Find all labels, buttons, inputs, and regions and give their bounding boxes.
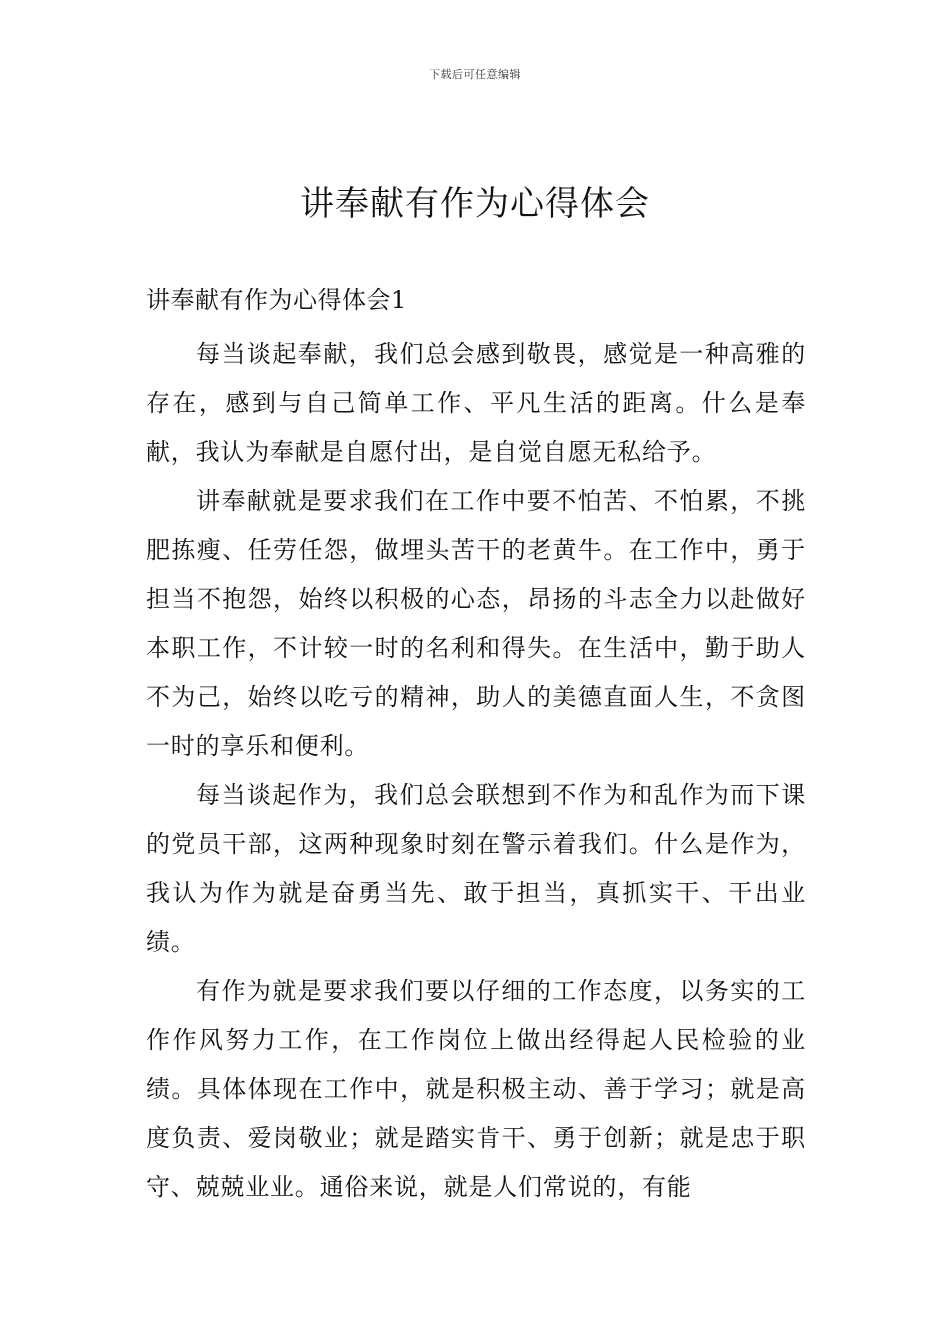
section-heading: 讲奉献有作为心得体会1: [146, 286, 407, 314]
document-body: [146, 282, 806, 1212]
header-note: 下载后可任意编辑: [429, 68, 521, 81]
paragraph-2: 讲奉献就是要求我们在工作中要不怕苦、不怕累，不挑肥拣瘦、任劳任怨，做埋头苦干的老黄牛。在工作中，勇于担当不抱怨，始终以积极的心态，昂扬的斗志全力以赴做好本职工作，不计较一时的名利和得失。在生活中，勤于助人不为己，始终以吃亏的精神，助人的美德直面人生，不贪图一时的享乐和便利。: [146, 487, 806, 760]
paragraph-4: 有作为就是要求我们要以仔细的工作态度，以务实的工作作风努力工作，在工作岗位上做出经得起人民检验的业绩。具体体现在工作中，就是积极主动、善于学习；就是高度负责、爱岗敬业；就是踏实肯干、勇于创新；就是忠于职守、兢兢业业。通俗来说，就是人们常说的，有能: [146, 977, 806, 1201]
paragraph-3: 每当谈起作为，我们总会联想到不作为和乱作为而下课的党员干部，这两种现象时刻在警示着我们。什么是作为，我认为作为就是奋勇当先、敢于担当，真抓实干、干出业绩。: [146, 781, 806, 956]
document-title: 讲奉献有作为心得体会: [300, 184, 650, 224]
paragraph-1: 每当谈起奉献，我们总会感到敬畏，感觉是一种高雅的存在，感到与自己简单工作、平凡生活的距离。什么是奉献，我认为奉献是自愿付出，是自觉自愿无私给予。: [146, 340, 806, 466]
